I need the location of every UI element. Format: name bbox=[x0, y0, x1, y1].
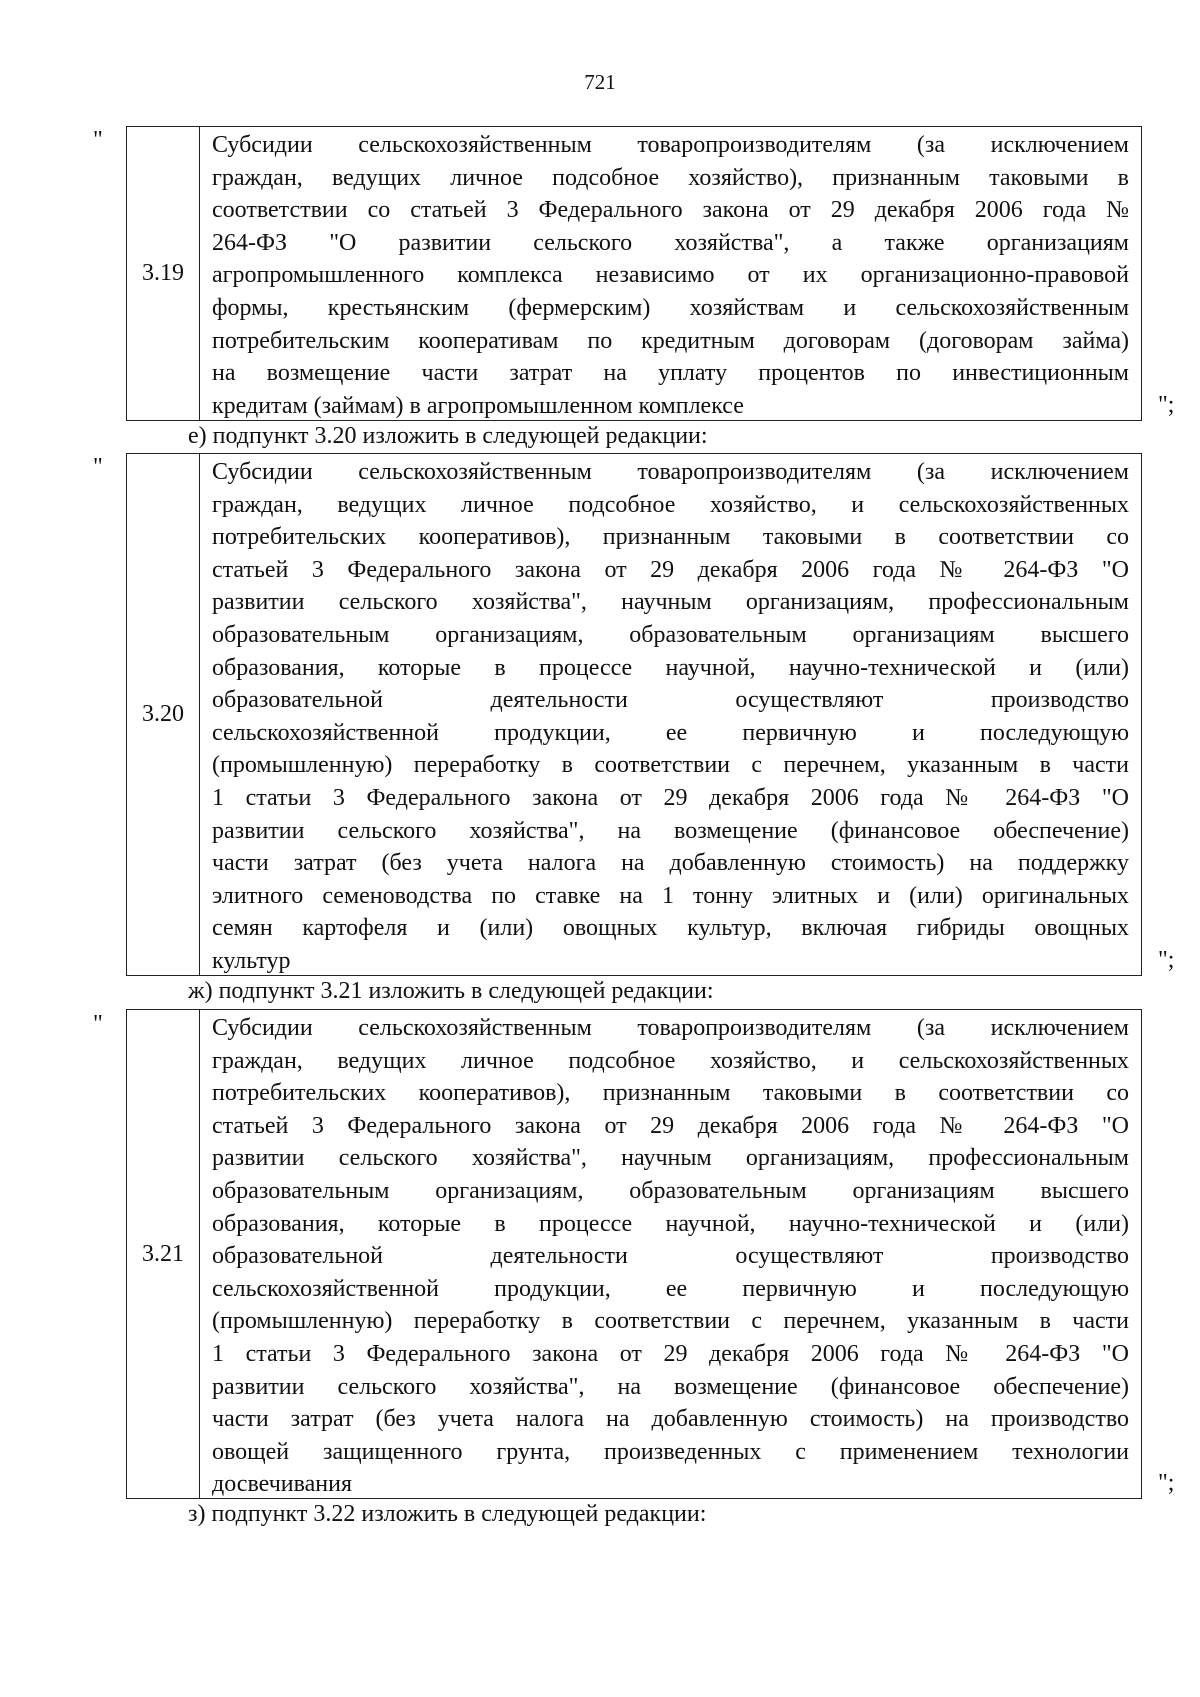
row-text bbox=[200, 1010, 1141, 1498]
text-line: на возмещение части затрат на уплату процентов по инвестиционным bbox=[212, 360, 1129, 387]
text-line: потребительским кооперативам по кредитным договорам (договорам займа) bbox=[212, 327, 1129, 354]
text-line: статьей 3 Федерального закона от 29 декабря 2006 года № 264-ФЗ "О bbox=[212, 556, 1129, 583]
text-line: потребительских кооперативов), признанным таковыми в соответствии со bbox=[212, 524, 1129, 551]
table-row bbox=[126, 126, 1142, 421]
close-quote: "; bbox=[1158, 1470, 1175, 1496]
text-line: 1 статьи 3 Федерального закона от 29 декабря 2006 года № 264-ФЗ "О bbox=[212, 784, 1129, 811]
text-line: части затрат (без учета налога на добавленную стоимость) на производство bbox=[212, 1406, 1129, 1433]
row-number: 3.19 bbox=[127, 127, 200, 420]
text-line: формы, крестьянским (фермерским) хозяйствам и сельскохозяйственным bbox=[212, 294, 1129, 321]
text-line: статьей 3 Федерального закона от 29 декабря 2006 года № 264-ФЗ "О bbox=[212, 1112, 1129, 1139]
instruction-text: ж) подпункт 3.21 изложить в следующей редакции: bbox=[188, 978, 714, 1004]
text-line: соответствии со статьей 3 Федерального закона от 29 декабря 2006 года № bbox=[212, 197, 1129, 224]
text-line: культур bbox=[212, 947, 291, 974]
text-line: граждан, ведущих личное подсобное хозяйство, и сельскохозяйственных bbox=[212, 491, 1129, 518]
text-line: досвечивания bbox=[212, 1471, 353, 1498]
text-line: потребительских кооперативов), признанным таковыми в соответствии со bbox=[212, 1080, 1129, 1107]
text-line: граждан, ведущих личное подсобное хозяйство, и сельскохозяйственных bbox=[212, 1047, 1129, 1074]
text-line: сельскохозяйственной продукции, ее первичную и последующую bbox=[212, 1275, 1129, 1302]
text-line: части затрат (без учета налога на добавленную стоимость) на поддержку bbox=[212, 850, 1129, 877]
text-line: развитии сельского хозяйства", на возмещение (финансовое обеспечение) bbox=[212, 817, 1129, 844]
text-line: Субсидии сельскохозяйственным товаропроизводителям (за исключением bbox=[212, 132, 1129, 158]
open-quote: " bbox=[93, 454, 103, 480]
text-line: развитии сельского хозяйства", научным организациям, профессиональным bbox=[212, 1145, 1129, 1172]
table-row bbox=[126, 453, 1142, 976]
text-line: элитного семеноводства по ставке на 1 тонну элитных и (или) оригинальных bbox=[212, 882, 1129, 909]
text-line: овощей защищенного грунта, произведенных с применением технологии bbox=[212, 1438, 1129, 1465]
text-line: (промышленную) переработку в соответствии с перечнем, указанным в части bbox=[212, 752, 1129, 779]
row-number: 3.21 bbox=[127, 1010, 200, 1498]
text-line: образовательной деятельности осуществляют производство bbox=[212, 687, 1129, 714]
text-line: образовательной деятельности осуществляют производство bbox=[212, 1243, 1129, 1270]
text-line: Субсидии сельскохозяйственным товаропроизводителям (за исключением bbox=[212, 459, 1129, 485]
open-quote: " bbox=[93, 127, 103, 153]
text-line: образовательным организациям, образовательным организациям высшего bbox=[212, 1177, 1129, 1204]
instruction-text: з) подпункт 3.22 изложить в следующей редакции: bbox=[188, 1501, 707, 1527]
row-text bbox=[200, 127, 1141, 420]
open-quote: " bbox=[93, 1011, 103, 1037]
row-text bbox=[200, 454, 1141, 975]
text-line: сельскохозяйственной продукции, ее первичную и последующую bbox=[212, 719, 1129, 746]
text-line: Субсидии сельскохозяйственным товаропроизводителям (за исключением bbox=[212, 1015, 1129, 1041]
text-line: агропромышленного комплекса независимо от их организационно-правовой bbox=[212, 262, 1129, 289]
close-quote: "; bbox=[1158, 392, 1175, 418]
text-line: граждан, ведущих личное подсобное хозяйство), признанным таковыми в bbox=[212, 164, 1129, 191]
text-line: кредитам (займам) в агропромышленном комплексе bbox=[212, 392, 744, 419]
text-line: образования, которые в процессе научной, научно-технической и (или) bbox=[212, 654, 1129, 681]
text-line: семян картофеля и (или) овощных культур, включая гибриды овощных bbox=[212, 915, 1129, 942]
text-line: развитии сельского хозяйства", научным организациям, профессиональным bbox=[212, 589, 1129, 616]
text-line: 264-ФЗ "О развитии сельского хозяйства", а также организациям bbox=[212, 229, 1129, 256]
row-number: 3.20 bbox=[127, 454, 200, 975]
text-line: 1 статьи 3 Федерального закона от 29 декабря 2006 года № 264-ФЗ "О bbox=[212, 1340, 1129, 1367]
page-number: 721 bbox=[584, 70, 616, 94]
table-row bbox=[126, 1009, 1142, 1499]
text-line: развитии сельского хозяйства", на возмещение (финансовое обеспечение) bbox=[212, 1373, 1129, 1400]
text-line: образования, которые в процессе научной, научно-технической и (или) bbox=[212, 1210, 1129, 1237]
text-line: (промышленную) переработку в соответствии с перечнем, указанным в части bbox=[212, 1308, 1129, 1335]
close-quote: "; bbox=[1158, 947, 1175, 973]
text-line: образовательным организациям, образовательным организациям высшего bbox=[212, 621, 1129, 648]
instruction-text: е) подпункт 3.20 изложить в следующей редакции: bbox=[188, 423, 708, 449]
